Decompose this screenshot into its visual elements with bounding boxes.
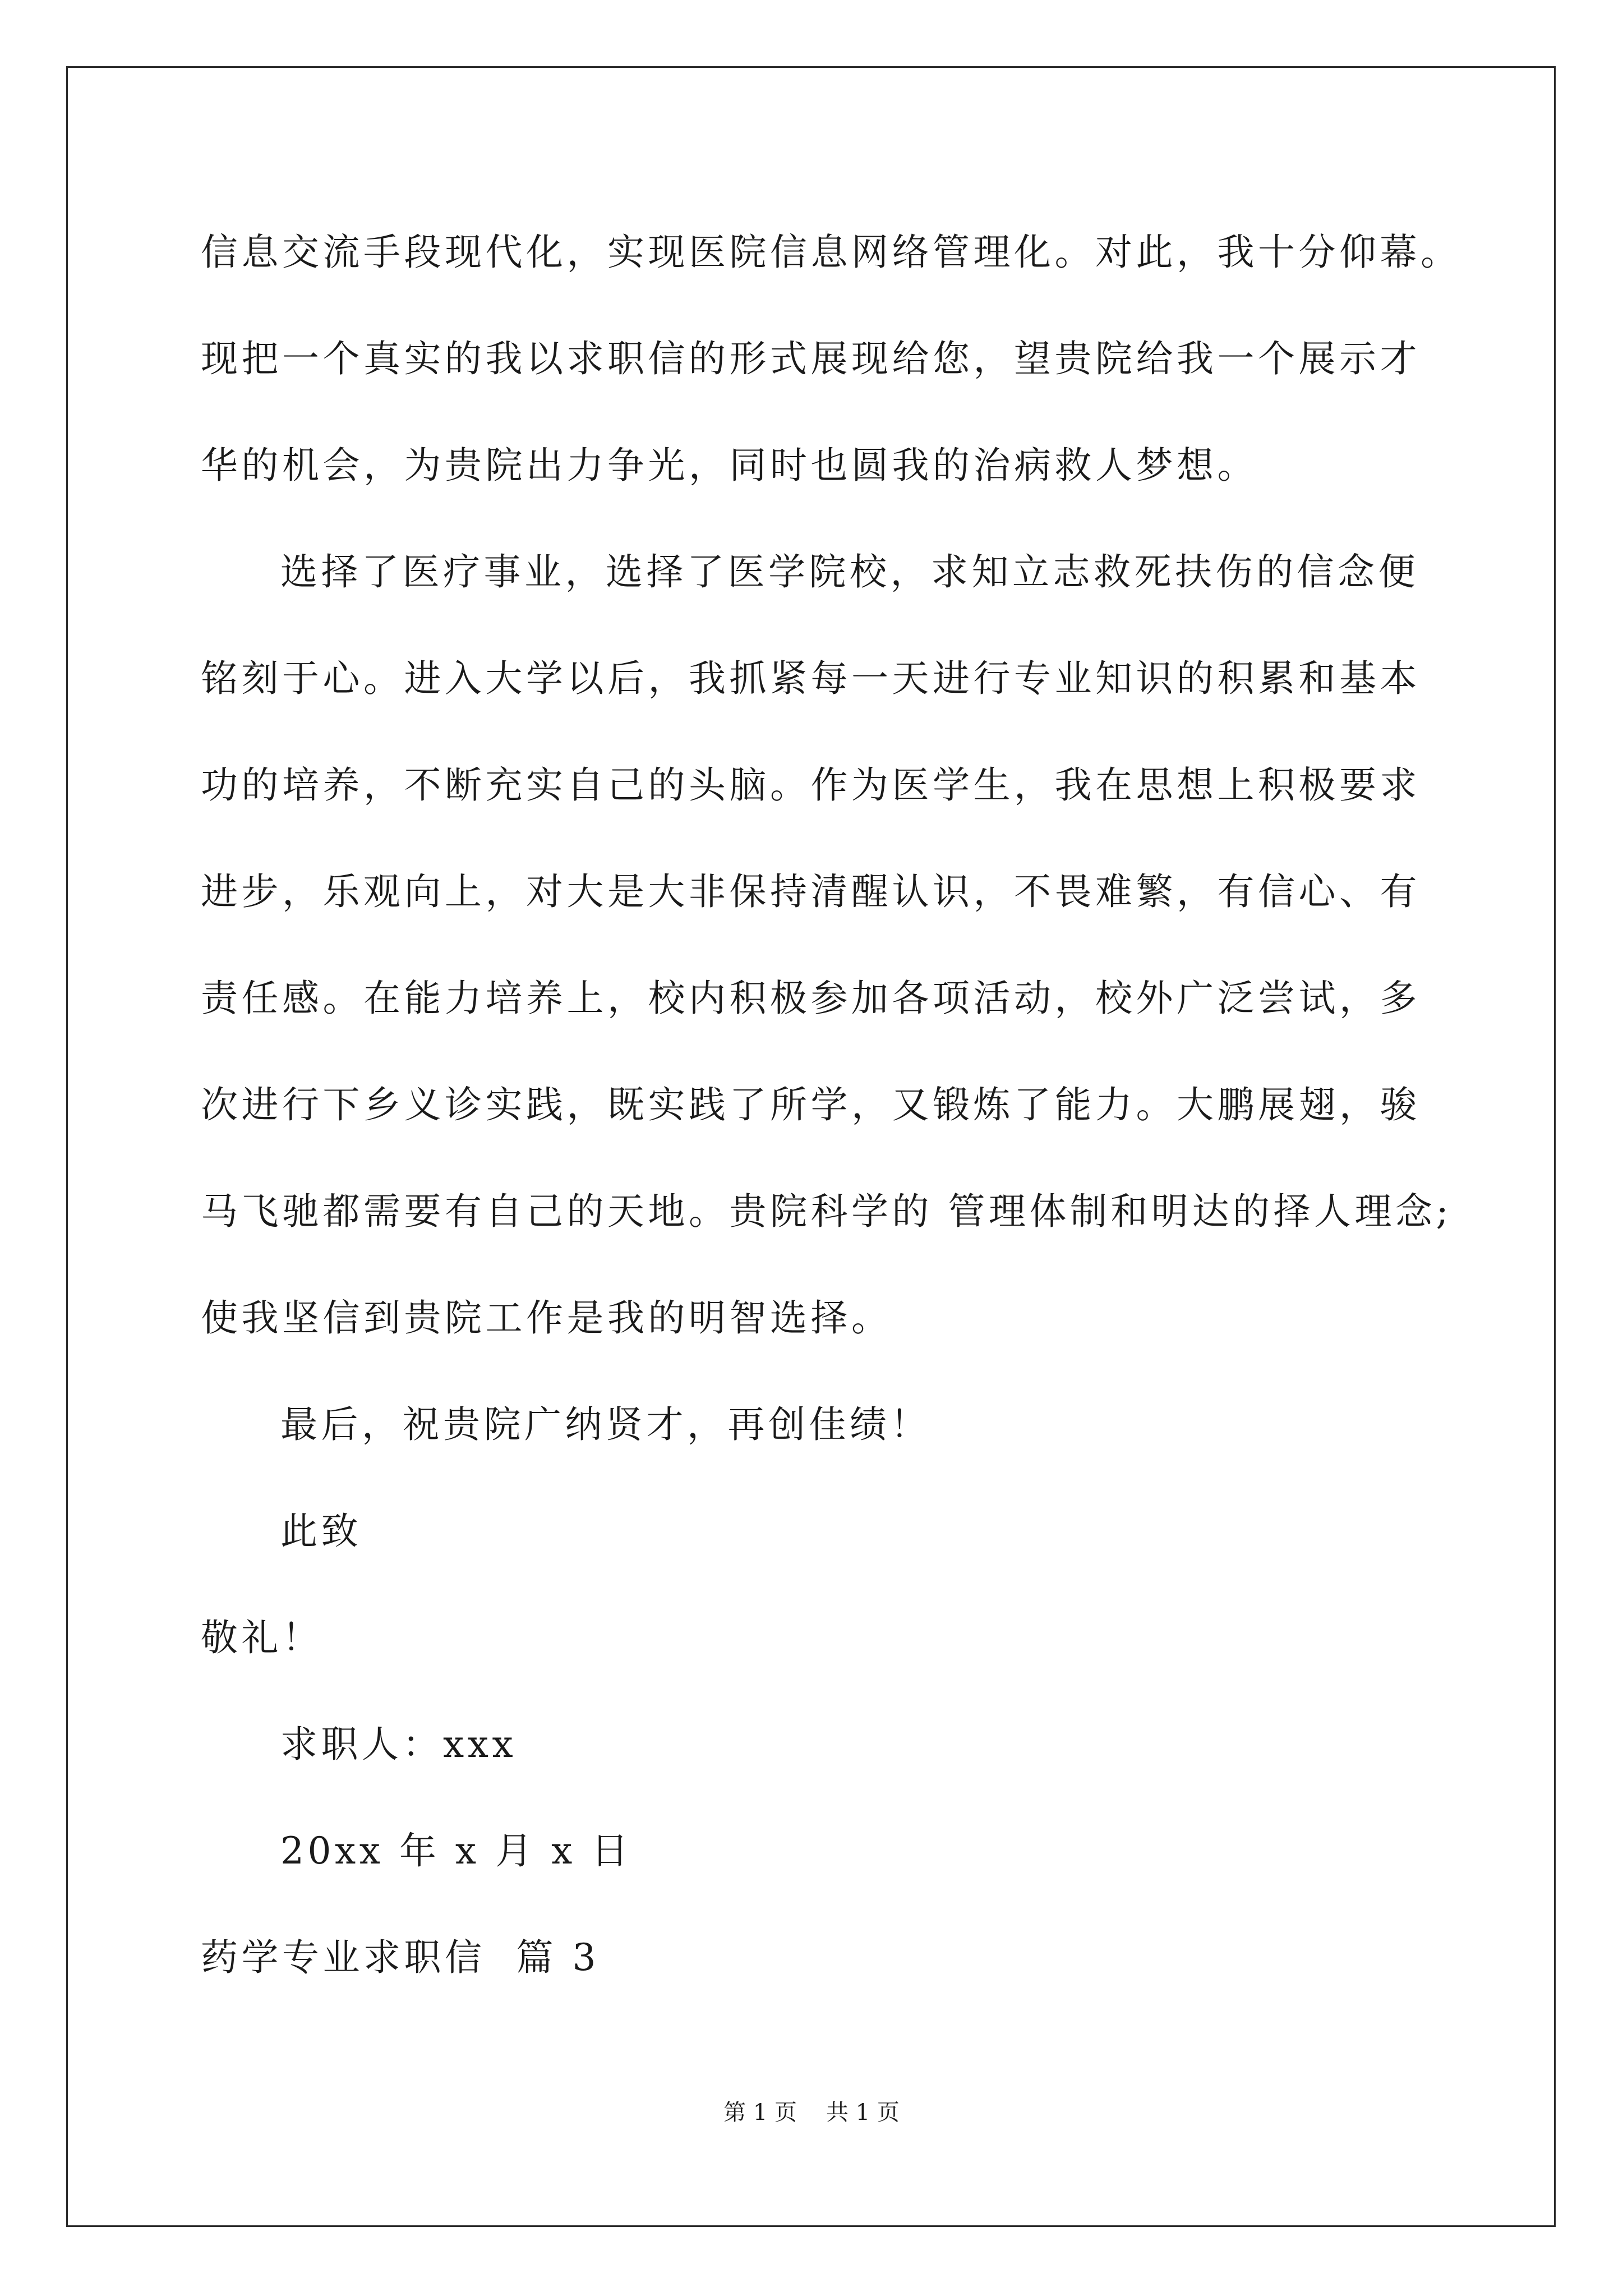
text-line: 现把一个真实的我以求职信的形式展现给您，望贵院给我一个展示才 (201, 337, 1421, 380)
date-line: 20xx 年 x 月 x 日 (280, 1829, 632, 1872)
text-line: 次进行下乡义诊实践，既实践了所学，又锻炼了能力。大鹏展翅，骏 (201, 1083, 1421, 1126)
page-number: 第 1 页 (723, 2100, 797, 2125)
closing-line: 最后，祝贵院广纳贤才，再创佳绩！ (280, 1403, 931, 1446)
text-line: 功的培养，不断充实自己的头脑。作为医学生，我在思想上积极要求 (201, 763, 1421, 807)
page-total: 共 1 页 (826, 2100, 900, 2125)
text-line: 华的机会，为贵院出力争光，同时也圆我的治病救人梦想。 (201, 444, 1258, 487)
text-line: 马飞驰都需要有自己的天地。贵院科学的 管理体制和明达的择人理念; (201, 1190, 1453, 1233)
page-footer (0, 2097, 1623, 2128)
text-line: 使我坚信到贵院工作是我的明智选择。 (201, 1296, 892, 1340)
text-line: 信息交流手段现代化，实现医院信息网络管理化。对此，我十分仰幕。 (201, 231, 1461, 274)
page-border (66, 66, 1556, 2227)
text-line: 进步，乐观向上，对大是大非保持清醒认识，不畏难繁，有信心、有 (201, 870, 1421, 913)
salutation-line: 敬礼！ (201, 1616, 323, 1659)
text-line: 责任感。在能力培养上，校内积极参加各项活动，校外广泛尝试，多 (201, 977, 1421, 1020)
paragraph-first-line: 选择了医疗事业，选择了医学院校，求知立志救死扶伤的信念便 (280, 550, 1419, 593)
section-heading: 药学专业求职信 篇 3 (201, 1936, 600, 1979)
salutation-line: 此致 (280, 1510, 362, 1553)
text-line: 铭刻于心。进入大学以后，我抓紧每一天进行专业知识的积累和基本 (201, 657, 1421, 700)
signature-line: 求职人：xxx (280, 1723, 517, 1766)
